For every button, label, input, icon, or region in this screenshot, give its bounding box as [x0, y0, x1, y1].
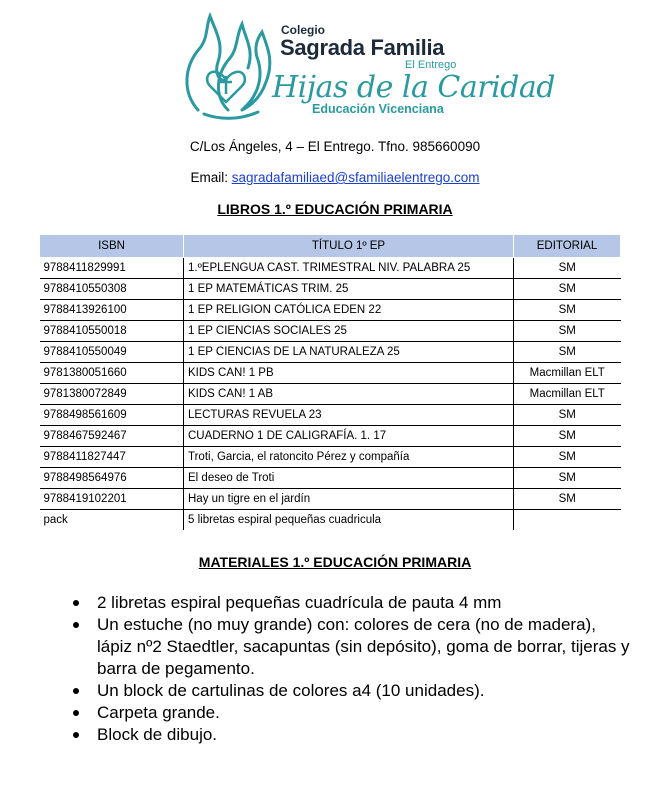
table-row — [40, 447, 621, 468]
list-item: 2 libretas espiral pequeñas cuadrícula de pauta 4 mm — [72, 592, 632, 614]
school-address: C/Los Ángeles, 4 – El Entrego. Tfno. 985660090 — [189, 139, 481, 154]
email-link[interactable]: sagradafamiliaed@sfamiliaelentrego.com — [231, 170, 480, 185]
publisher-cell: SM — [514, 489, 621, 510]
title-cell: KIDS CAN! 1 PB — [184, 363, 514, 384]
materials-list — [72, 592, 632, 746]
books-table-header — [40, 235, 621, 258]
title-cell: Troti, Garcia, el ratoncito Pérez y compañía — [184, 447, 514, 468]
logo-location: El Entrego — [405, 59, 457, 71]
publisher-cell: SM — [514, 300, 621, 321]
table-row — [40, 258, 621, 279]
title-cell: 1 EP CIENCIAS DE LA NATURALEZA 25 — [184, 342, 514, 363]
column-header-isbn: ISBN — [40, 235, 184, 258]
publisher-cell: SM — [514, 321, 621, 342]
materials-heading: MATERIALES 1.º EDUCACIÓN PRIMARIA — [198, 554, 472, 570]
title-cell: LECTURAS REVUELA 23 — [184, 405, 514, 426]
table-row — [40, 363, 621, 384]
books-table — [39, 234, 621, 530]
isbn-cell: 9788467592467 — [40, 426, 184, 447]
logo-colegio-text: Colegio — [281, 23, 325, 37]
title-cell: CUADERNO 1 DE CALIGRAFÍA. 1. 17 — [184, 426, 514, 447]
isbn-cell: 9781380072849 — [40, 384, 184, 405]
school-logo — [180, 10, 555, 128]
publisher-cell: SM — [514, 468, 621, 489]
list-item: Block de dibujo. — [72, 724, 632, 746]
isbn-cell: 9788498561609 — [40, 405, 184, 426]
column-header-title: TÍTULO 1º EP — [184, 235, 514, 258]
publisher-cell: Macmillan ELT — [514, 363, 621, 384]
school-email-line — [0, 170, 670, 185]
title-cell: 1 EP MATEMÁTICAS TRIM. 25 — [184, 279, 514, 300]
title-cell: El deseo de Troti — [184, 468, 514, 489]
column-header-publisher: EDITORIAL — [514, 235, 621, 258]
title-cell: 5 libretas espiral pequeñas cuadricula — [184, 510, 514, 531]
list-item: Un estuche (no muy grande) con: colores de cera (no de madera), lápiz nº2 Staedtler, sacapuntas (sin depósito), goma de borrar, tijeras y barra de pegamento. — [72, 614, 632, 680]
publisher-cell: SM — [514, 342, 621, 363]
publisher-cell — [514, 510, 621, 531]
isbn-cell: 9788413926100 — [40, 300, 184, 321]
table-row — [40, 342, 621, 363]
table-row — [40, 321, 621, 342]
table-row — [40, 405, 621, 426]
isbn-cell: 9788410550049 — [40, 342, 184, 363]
title-cell: 1 EP RELIGION CATÓLICA EDEN 22 — [184, 300, 514, 321]
publisher-cell: SM — [514, 426, 621, 447]
table-row — [40, 384, 621, 405]
flame-heart-logo-icon — [180, 10, 276, 128]
email-label: Email: — [190, 170, 228, 185]
publisher-cell: SM — [514, 405, 621, 426]
books-heading: LIBROS 1.º EDUCACIÓN PRIMARIA — [217, 201, 453, 217]
isbn-cell: 9788410550018 — [40, 321, 184, 342]
logo-subtitle: Educación Vicenciana — [312, 102, 444, 116]
table-row — [40, 426, 621, 447]
logo-school-name: Sagrada Familia — [280, 35, 445, 60]
publisher-cell: Macmillan ELT — [514, 384, 621, 405]
title-cell: KIDS CAN! 1 AB — [184, 384, 514, 405]
list-item: Un block de cartulinas de colores a4 (10 unidades). — [72, 680, 632, 702]
title-cell: 1.ºEPLENGUA CAST. TRIMESTRAL NIV. PALABRA 25 — [184, 258, 514, 279]
publisher-cell: SM — [514, 279, 621, 300]
isbn-cell: 9788498564976 — [40, 468, 184, 489]
isbn-cell: 9788419102201 — [40, 489, 184, 510]
table-row — [40, 468, 621, 489]
isbn-cell: 9788410550308 — [40, 279, 184, 300]
logo-tagline: Hijas de la Caridad — [272, 70, 555, 105]
table-row — [40, 279, 621, 300]
publisher-cell: SM — [514, 258, 621, 279]
isbn-cell: 9788411829991 — [40, 258, 184, 279]
isbn-cell: pack — [40, 510, 184, 531]
table-row — [40, 489, 621, 510]
table-row — [40, 510, 621, 531]
list-item: Carpeta grande. — [72, 702, 632, 724]
publisher-cell: SM — [514, 447, 621, 468]
title-cell: Hay un tigre en el jardín — [184, 489, 514, 510]
isbn-cell: 9788411827447 — [40, 447, 184, 468]
table-row — [40, 300, 621, 321]
title-cell: 1 EP CIENCIAS SOCIALES 25 — [184, 321, 514, 342]
isbn-cell: 9781380051660 — [40, 363, 184, 384]
